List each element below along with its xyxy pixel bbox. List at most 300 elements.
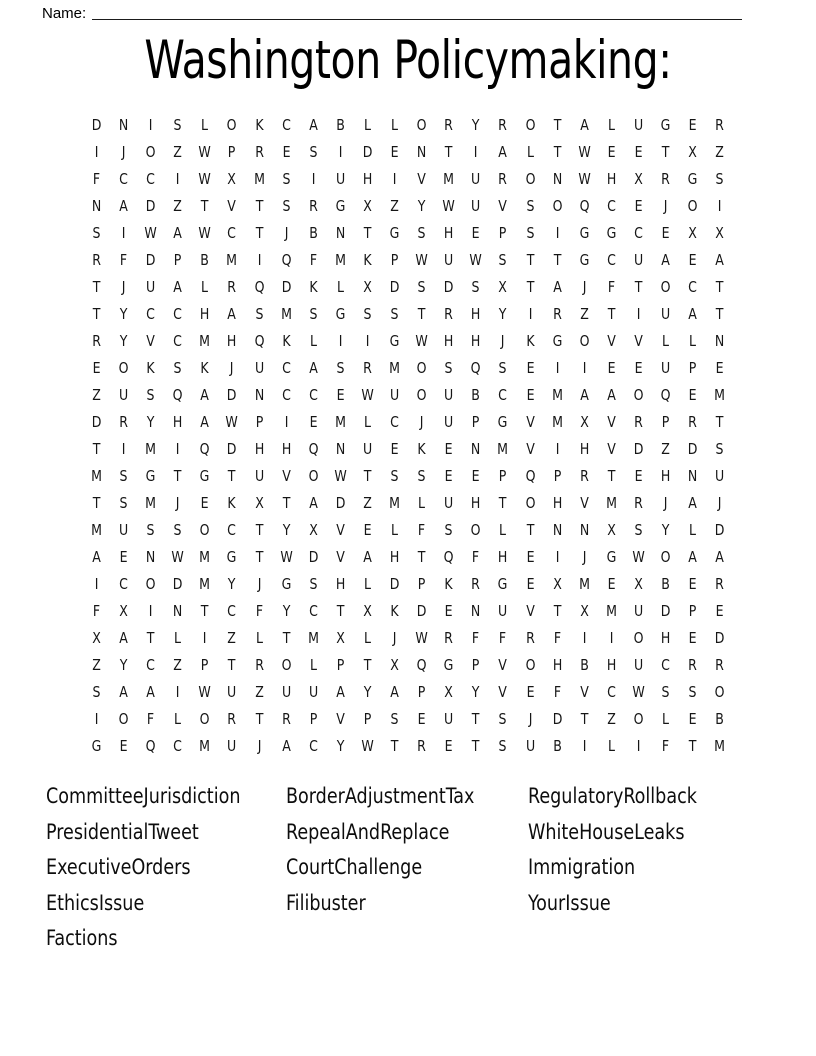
grid-letter[interactable]: T: [715, 278, 724, 296]
grid-letter[interactable]: X: [308, 521, 318, 539]
grid-letter[interactable]: T: [553, 116, 561, 134]
grid-letter[interactable]: T: [255, 197, 263, 215]
grid-letter[interactable]: U: [444, 494, 454, 512]
grid-letter[interactable]: E: [526, 683, 535, 701]
grid-letter[interactable]: N: [416, 143, 427, 161]
grid-letter[interactable]: S: [715, 170, 724, 188]
grid-letter[interactable]: O: [525, 170, 535, 188]
grid-letter[interactable]: Z: [92, 656, 101, 674]
grid-letter[interactable]: U: [146, 278, 156, 296]
grid-letter[interactable]: U: [227, 737, 237, 755]
grid-letter[interactable]: K: [227, 494, 237, 512]
grid-letter[interactable]: H: [660, 629, 671, 647]
grid-letter[interactable]: V: [634, 332, 643, 350]
grid-letter[interactable]: T: [607, 467, 616, 485]
grid-letter[interactable]: T: [173, 467, 182, 485]
grid-letter[interactable]: V: [525, 413, 535, 431]
grid-letter[interactable]: Q: [199, 440, 210, 458]
grid-letter[interactable]: G: [227, 548, 237, 566]
grid-letter[interactable]: R: [119, 413, 128, 431]
grid-letter[interactable]: Y: [363, 683, 372, 701]
grid-letter[interactable]: C: [119, 575, 129, 593]
grid-letter[interactable]: O: [145, 143, 156, 161]
grid-letter[interactable]: A: [363, 548, 372, 566]
grid-letter[interactable]: F: [607, 278, 615, 296]
grid-letter[interactable]: M: [714, 386, 726, 404]
grid-letter[interactable]: I: [555, 359, 559, 377]
grid-letter[interactable]: B: [661, 575, 670, 593]
grid-letter[interactable]: G: [443, 656, 454, 674]
grid-letter[interactable]: N: [687, 467, 698, 485]
grid-letter[interactable]: L: [363, 629, 371, 647]
grid-letter[interactable]: S: [498, 359, 507, 377]
grid-letter[interactable]: D: [552, 710, 562, 728]
grid-letter[interactable]: T: [201, 197, 209, 215]
grid-letter[interactable]: B: [552, 737, 562, 755]
grid-letter[interactable]: Z: [661, 440, 670, 458]
grid-letter[interactable]: R: [444, 629, 454, 647]
grid-letter[interactable]: F: [499, 629, 507, 647]
grid-letter[interactable]: P: [661, 413, 670, 431]
grid-letter[interactable]: Y: [472, 683, 480, 701]
grid-letter[interactable]: A: [688, 548, 697, 566]
grid-letter[interactable]: H: [579, 440, 589, 458]
grid-letter[interactable]: D: [91, 116, 102, 134]
grid-letter[interactable]: A: [308, 494, 318, 512]
grid-letter[interactable]: J: [419, 413, 424, 431]
grid-letter[interactable]: U: [660, 359, 671, 377]
grid-letter[interactable]: G: [389, 332, 400, 350]
grid-letter[interactable]: R: [634, 413, 643, 431]
grid-letter[interactable]: W: [198, 224, 212, 242]
grid-letter[interactable]: C: [606, 251, 616, 269]
grid-letter[interactable]: X: [634, 575, 643, 593]
grid-letter[interactable]: U: [471, 170, 481, 188]
grid-letter[interactable]: A: [715, 548, 724, 566]
grid-letter[interactable]: E: [444, 602, 453, 620]
grid-letter[interactable]: S: [146, 386, 155, 404]
grid-letter[interactable]: X: [227, 170, 237, 188]
grid-letter[interactable]: I: [555, 548, 559, 566]
grid-letter[interactable]: R: [471, 575, 481, 593]
grid-letter[interactable]: V: [607, 413, 616, 431]
grid-letter[interactable]: S: [173, 521, 182, 539]
grid-letter[interactable]: D: [281, 278, 292, 296]
grid-letter[interactable]: Z: [92, 386, 101, 404]
grid-letter[interactable]: T: [526, 278, 534, 296]
grid-letter[interactable]: D: [91, 413, 102, 431]
grid-letter[interactable]: C: [281, 359, 291, 377]
grid-letter[interactable]: E: [444, 467, 453, 485]
grid-letter[interactable]: W: [334, 467, 347, 485]
grid-letter[interactable]: A: [308, 116, 318, 134]
grid-letter[interactable]: G: [579, 251, 590, 269]
grid-letter[interactable]: I: [636, 305, 641, 323]
grid-letter[interactable]: I: [582, 737, 587, 755]
grid-letter[interactable]: E: [688, 710, 697, 728]
grid-letter[interactable]: N: [146, 548, 156, 566]
grid-letter[interactable]: Z: [607, 710, 616, 728]
grid-letter[interactable]: W: [415, 332, 428, 350]
grid-letter[interactable]: E: [390, 143, 399, 161]
grid-letter[interactable]: F: [92, 170, 101, 188]
grid-letter[interactable]: H: [227, 332, 237, 350]
grid-letter[interactable]: U: [633, 251, 644, 269]
grid-letter[interactable]: D: [145, 251, 156, 269]
grid-letter[interactable]: O: [416, 386, 427, 404]
grid-letter[interactable]: X: [119, 602, 128, 620]
grid-letter[interactable]: P: [417, 683, 426, 701]
grid-letter[interactable]: D: [389, 278, 400, 296]
grid-letter[interactable]: U: [715, 467, 725, 485]
grid-letter[interactable]: E: [607, 143, 616, 161]
word-list-item[interactable]: YourIssue: [528, 890, 611, 915]
grid-letter[interactable]: I: [257, 251, 261, 269]
grid-letter[interactable]: P: [499, 224, 507, 242]
grid-letter[interactable]: W: [578, 143, 591, 161]
grid-letter[interactable]: U: [119, 386, 129, 404]
grid-letter[interactable]: Z: [715, 143, 725, 161]
word-list-item[interactable]: RegulatoryRollback: [528, 784, 697, 808]
grid-letter[interactable]: S: [282, 197, 291, 215]
grid-letter[interactable]: O: [199, 521, 210, 539]
grid-letter[interactable]: D: [227, 440, 237, 458]
grid-letter[interactable]: M: [605, 494, 617, 512]
grid-letter[interactable]: H: [335, 575, 346, 593]
grid-letter[interactable]: I: [311, 170, 316, 188]
grid-letter[interactable]: A: [200, 413, 210, 431]
grid-letter[interactable]: L: [391, 521, 399, 539]
grid-letter[interactable]: C: [281, 386, 291, 404]
grid-letter[interactable]: S: [390, 710, 399, 728]
word-list-item[interactable]: BorderAdjustmentTax: [286, 784, 475, 808]
grid-letter[interactable]: V: [281, 467, 291, 485]
grid-letter[interactable]: R: [254, 143, 264, 161]
grid-letter[interactable]: S: [498, 737, 507, 755]
grid-letter[interactable]: E: [688, 116, 697, 134]
grid-letter[interactable]: M: [226, 251, 238, 269]
grid-letter[interactable]: T: [553, 143, 561, 161]
grid-letter[interactable]: K: [309, 278, 318, 296]
grid-letter[interactable]: H: [362, 170, 373, 188]
grid-letter[interactable]: R: [92, 251, 101, 269]
grid-letter[interactable]: E: [688, 629, 697, 647]
grid-letter[interactable]: O: [579, 332, 590, 350]
grid-letter[interactable]: Y: [119, 332, 128, 350]
grid-letter[interactable]: M: [145, 440, 157, 458]
grid-letter[interactable]: J: [663, 494, 668, 512]
grid-letter[interactable]: C: [173, 737, 183, 755]
grid-letter[interactable]: I: [148, 602, 153, 620]
grid-letter[interactable]: R: [579, 467, 589, 485]
grid-letter[interactable]: E: [119, 548, 128, 566]
grid-letter[interactable]: E: [390, 440, 399, 458]
grid-letter[interactable]: M: [199, 737, 211, 755]
grid-letter[interactable]: C: [227, 224, 237, 242]
grid-letter[interactable]: S: [661, 683, 670, 701]
grid-letter[interactable]: D: [227, 386, 237, 404]
grid-letter[interactable]: T: [553, 602, 561, 620]
grid-letter[interactable]: B: [308, 224, 318, 242]
grid-letter[interactable]: K: [254, 116, 264, 134]
grid-letter[interactable]: T: [580, 710, 589, 728]
grid-letter[interactable]: T: [255, 710, 263, 728]
grid-letter[interactable]: S: [309, 575, 318, 593]
grid-letter[interactable]: T: [688, 737, 697, 755]
grid-letter[interactable]: J: [121, 143, 126, 161]
grid-letter[interactable]: S: [471, 278, 480, 296]
grid-letter[interactable]: T: [390, 737, 399, 755]
grid-letter[interactable]: X: [363, 197, 372, 215]
grid-letter[interactable]: O: [525, 656, 535, 674]
grid-letter[interactable]: G: [660, 116, 671, 134]
grid-letter[interactable]: J: [663, 197, 668, 215]
grid-letter[interactable]: S: [119, 494, 128, 512]
grid-letter[interactable]: I: [121, 224, 126, 242]
grid-letter[interactable]: Q: [145, 737, 156, 755]
grid-letter[interactable]: T: [255, 521, 263, 539]
grid-letter[interactable]: U: [308, 683, 318, 701]
word-list-item[interactable]: Immigration: [528, 855, 636, 880]
grid-letter[interactable]: T: [526, 521, 534, 539]
grid-letter[interactable]: S: [715, 440, 724, 458]
grid-letter[interactable]: O: [633, 386, 644, 404]
grid-letter[interactable]: F: [92, 602, 101, 620]
grid-letter[interactable]: W: [198, 683, 212, 701]
grid-letter[interactable]: U: [633, 656, 644, 674]
grid-letter[interactable]: H: [254, 440, 264, 458]
grid-letter[interactable]: K: [282, 332, 291, 350]
grid-letter[interactable]: N: [471, 440, 481, 458]
grid-letter[interactable]: T: [363, 656, 372, 674]
grid-letter[interactable]: J: [257, 575, 261, 593]
grid-letter[interactable]: O: [687, 197, 698, 215]
grid-letter[interactable]: I: [555, 440, 559, 458]
grid-letter[interactable]: E: [444, 440, 453, 458]
grid-letter[interactable]: S: [526, 224, 535, 242]
grid-letter[interactable]: K: [390, 602, 399, 620]
grid-letter[interactable]: C: [146, 656, 156, 674]
grid-letter[interactable]: S: [444, 359, 453, 377]
grid-letter[interactable]: A: [336, 683, 345, 701]
grid-letter[interactable]: I: [474, 143, 478, 161]
grid-letter[interactable]: T: [417, 548, 426, 566]
grid-letter[interactable]: U: [498, 602, 508, 620]
grid-letter[interactable]: O: [714, 683, 725, 701]
grid-letter[interactable]: U: [227, 683, 237, 701]
grid-letter[interactable]: T: [472, 737, 480, 755]
grid-letter[interactable]: O: [525, 494, 535, 512]
grid-letter[interactable]: X: [336, 629, 345, 647]
grid-letter[interactable]: C: [688, 278, 697, 296]
grid-letter[interactable]: R: [498, 170, 508, 188]
grid-letter[interactable]: M: [551, 413, 563, 431]
grid-letter[interactable]: G: [498, 413, 508, 431]
grid-letter[interactable]: E: [526, 359, 535, 377]
grid-letter[interactable]: A: [715, 251, 724, 269]
grid-letter[interactable]: T: [336, 602, 345, 620]
grid-letter[interactable]: Z: [363, 494, 372, 512]
grid-letter[interactable]: D: [362, 143, 373, 161]
grid-letter[interactable]: S: [390, 305, 399, 323]
grid-letter[interactable]: J: [717, 494, 722, 512]
word-list-item[interactable]: Filibuster: [286, 890, 366, 915]
grid-letter[interactable]: S: [498, 710, 507, 728]
grid-letter[interactable]: R: [227, 278, 237, 296]
grid-letter[interactable]: I: [148, 116, 153, 134]
grid-letter[interactable]: M: [91, 521, 102, 539]
grid-letter[interactable]: N: [335, 440, 346, 458]
grid-letter[interactable]: Y: [282, 602, 291, 620]
grid-letter[interactable]: P: [390, 251, 399, 269]
grid-letter[interactable]: S: [309, 305, 318, 323]
grid-letter[interactable]: E: [661, 224, 670, 242]
grid-letter[interactable]: G: [552, 332, 563, 350]
grid-letter[interactable]: R: [254, 656, 264, 674]
grid-letter[interactable]: A: [281, 737, 291, 755]
grid-letter[interactable]: G: [335, 305, 346, 323]
grid-letter[interactable]: T: [255, 548, 263, 566]
grid-letter[interactable]: X: [715, 224, 725, 242]
grid-letter[interactable]: R: [715, 116, 725, 134]
grid-letter[interactable]: U: [335, 170, 345, 188]
grid-letter[interactable]: M: [714, 737, 726, 755]
grid-letter[interactable]: E: [363, 521, 372, 539]
grid-letter[interactable]: Y: [119, 656, 128, 674]
grid-letter[interactable]: S: [526, 197, 535, 215]
grid-letter[interactable]: Q: [308, 440, 319, 458]
grid-letter[interactable]: E: [634, 359, 643, 377]
grid-letter[interactable]: W: [469, 251, 483, 269]
grid-letter[interactable]: K: [363, 251, 372, 269]
grid-letter[interactable]: O: [660, 548, 671, 566]
grid-letter[interactable]: P: [174, 251, 182, 269]
grid-letter[interactable]: D: [687, 440, 698, 458]
grid-letter[interactable]: I: [94, 575, 99, 593]
grid-letter[interactable]: S: [688, 683, 697, 701]
grid-letter[interactable]: H: [444, 224, 454, 242]
grid-letter[interactable]: J: [175, 494, 180, 512]
grid-letter[interactable]: E: [526, 548, 535, 566]
grid-letter[interactable]: W: [198, 170, 212, 188]
grid-letter[interactable]: Z: [173, 143, 183, 161]
grid-letter[interactable]: R: [715, 656, 725, 674]
grid-letter[interactable]: V: [525, 602, 535, 620]
grid-letter[interactable]: A: [552, 278, 562, 296]
grid-letter[interactable]: T: [92, 494, 101, 512]
grid-letter[interactable]: U: [444, 413, 454, 431]
grid-letter[interactable]: A: [579, 386, 589, 404]
grid-letter[interactable]: A: [146, 683, 156, 701]
grid-letter[interactable]: F: [418, 521, 426, 539]
grid-letter[interactable]: I: [338, 143, 343, 161]
grid-letter[interactable]: T: [715, 305, 724, 323]
grid-letter[interactable]: V: [227, 197, 237, 215]
grid-letter[interactable]: M: [334, 251, 346, 269]
grid-letter[interactable]: F: [553, 683, 561, 701]
grid-letter[interactable]: L: [526, 143, 534, 161]
grid-letter[interactable]: Z: [254, 683, 264, 701]
grid-letter[interactable]: E: [471, 467, 480, 485]
grid-letter[interactable]: R: [552, 305, 562, 323]
grid-letter[interactable]: T: [661, 143, 670, 161]
grid-letter[interactable]: E: [688, 251, 697, 269]
grid-letter[interactable]: G: [389, 224, 400, 242]
grid-letter[interactable]: J: [284, 224, 289, 242]
grid-letter[interactable]: I: [528, 305, 532, 323]
grid-letter[interactable]: Y: [336, 737, 345, 755]
grid-letter[interactable]: F: [553, 629, 561, 647]
grid-letter[interactable]: H: [552, 656, 562, 674]
grid-letter[interactable]: G: [687, 170, 698, 188]
grid-letter[interactable]: W: [632, 548, 645, 566]
grid-letter[interactable]: I: [582, 359, 587, 377]
grid-letter[interactable]: A: [200, 386, 210, 404]
grid-letter[interactable]: V: [336, 710, 345, 728]
grid-letter[interactable]: Y: [228, 575, 236, 593]
grid-letter[interactable]: W: [632, 683, 645, 701]
grid-letter[interactable]: V: [498, 683, 508, 701]
grid-letter[interactable]: E: [336, 386, 345, 404]
grid-letter[interactable]: B: [200, 251, 210, 269]
grid-letter[interactable]: O: [416, 359, 427, 377]
grid-letter[interactable]: U: [525, 737, 535, 755]
grid-letter[interactable]: L: [309, 656, 317, 674]
grid-letter[interactable]: T: [444, 143, 453, 161]
grid-letter[interactable]: R: [661, 170, 670, 188]
grid-letter[interactable]: O: [525, 116, 535, 134]
grid-letter[interactable]: H: [281, 440, 291, 458]
grid-letter[interactable]: L: [201, 278, 209, 296]
grid-letter[interactable]: X: [444, 683, 454, 701]
grid-letter[interactable]: E: [526, 575, 535, 593]
grid-letter[interactable]: P: [472, 413, 480, 431]
grid-letter[interactable]: A: [390, 683, 399, 701]
grid-letter[interactable]: V: [146, 332, 156, 350]
grid-letter[interactable]: L: [174, 710, 182, 728]
grid-letter[interactable]: L: [499, 521, 507, 539]
grid-letter[interactable]: L: [363, 575, 371, 593]
grid-letter[interactable]: F: [309, 251, 317, 269]
grid-letter[interactable]: S: [336, 359, 345, 377]
grid-letter[interactable]: C: [146, 305, 156, 323]
grid-letter[interactable]: V: [498, 656, 508, 674]
grid-letter[interactable]: G: [200, 467, 210, 485]
grid-letter[interactable]: U: [444, 251, 454, 269]
grid-letter[interactable]: X: [579, 413, 589, 431]
grid-letter[interactable]: I: [717, 197, 722, 215]
grid-letter[interactable]: I: [582, 629, 587, 647]
word-list-item[interactable]: RepealAndReplace: [286, 819, 450, 844]
grid-letter[interactable]: L: [662, 332, 670, 350]
grid-letter[interactable]: R: [525, 629, 535, 647]
grid-letter[interactable]: E: [634, 467, 643, 485]
grid-letter[interactable]: J: [582, 548, 587, 566]
grid-letter[interactable]: G: [281, 575, 292, 593]
grid-letter[interactable]: F: [472, 629, 480, 647]
grid-letter[interactable]: Z: [579, 305, 589, 323]
grid-letter[interactable]: J: [257, 737, 261, 755]
grid-letter[interactable]: R: [634, 494, 643, 512]
grid-letter[interactable]: L: [255, 629, 263, 647]
grid-letter[interactable]: Q: [525, 467, 535, 485]
grid-letter[interactable]: O: [552, 197, 563, 215]
grid-letter[interactable]: S: [92, 224, 101, 242]
grid-letter[interactable]: E: [688, 386, 697, 404]
grid-letter[interactable]: S: [173, 359, 182, 377]
grid-letter[interactable]: S: [417, 224, 426, 242]
grid-letter[interactable]: O: [145, 575, 156, 593]
